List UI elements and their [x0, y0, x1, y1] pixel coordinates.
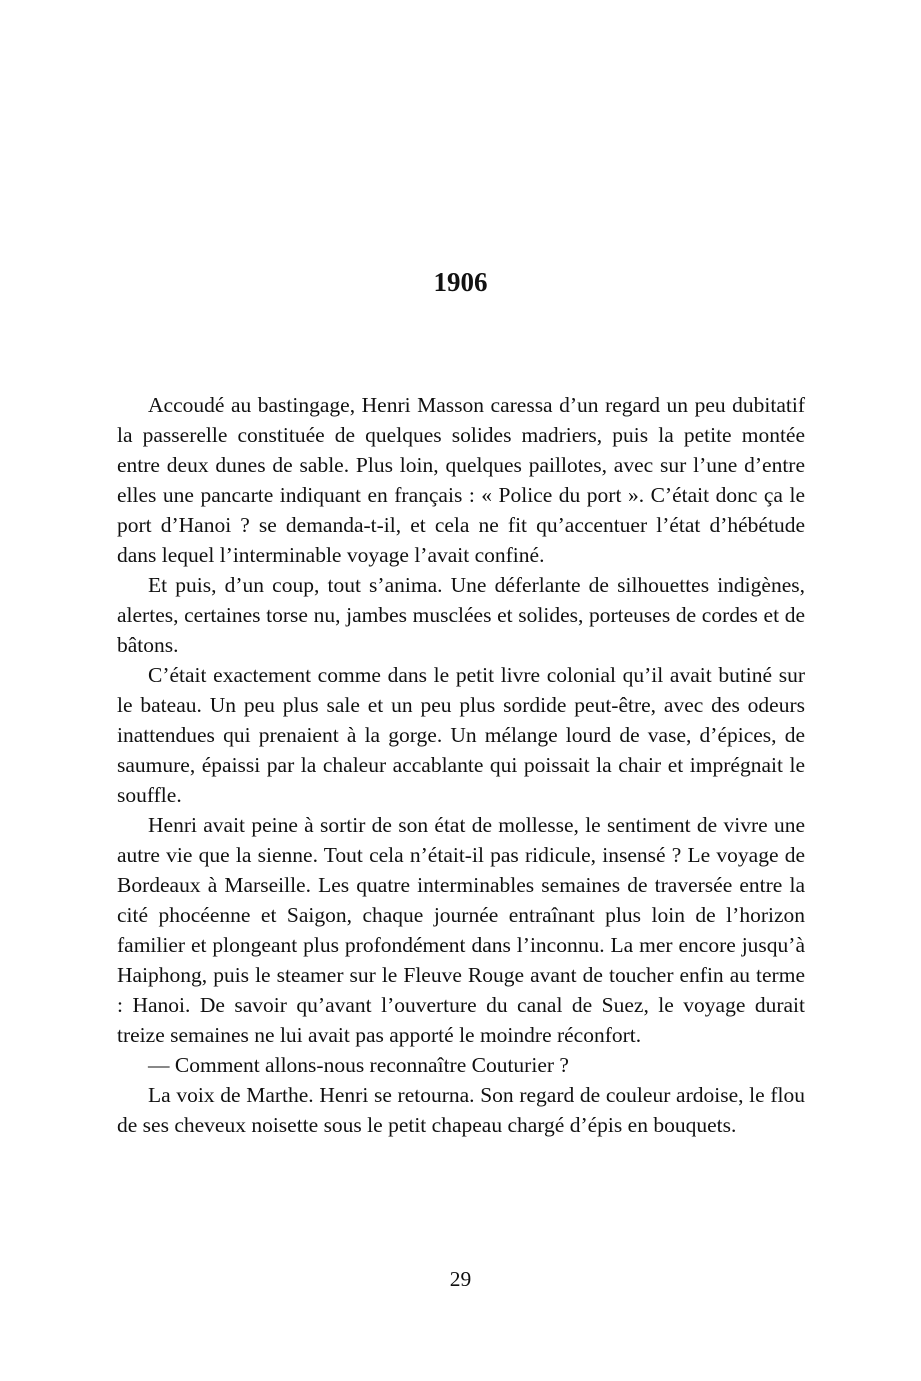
body-text	[117, 390, 805, 1140]
paragraph: Henri avait peine à sortir de son état de mollesse, le sentiment de vivre une autre vie que la sienne. Tout cela n’était-il pas ridicule, insensé ? Le voyage de Bordeaux à Marseille. Les quatre interminables semaines de traversée entre la cité phocéenne et Saigon, chaque journée entraînant plus loin de l’horizon familier et plongeant plus profondément dans l’inconnu. La mer encore jusqu’à Haiphong, puis le steamer sur le Fleuve Rouge avant de toucher enfin au terme : Hanoi. De savoir qu’avant l’ouverture du canal de Suez, le voyage durait treize semaines ne lui avait pas apporté le moindre réconfort.	[117, 813, 805, 1047]
page-number: 29	[449, 1267, 472, 1291]
chapter-title: 1906	[433, 267, 488, 297]
paragraph: Accoudé au bastingage, Henri Masson caressa d’un regard un peu dubitatif la passerelle constituée de quelques solides madriers, puis la petite montée entre deux dunes de sable. Plus loin, quelques paillotes, avec sur l’une d’entre elles une pancarte indiquant en français : « Police du port ». C’était donc ça le port d’Hanoi ? se demanda-t-il, et cela ne fit qu’accentuer l’état d’hébétude dans lequel l’interminable voyage l’avait confiné.	[117, 393, 805, 567]
paragraph: Et puis, d’un coup, tout s’anima. Une déferlante de silhouettes indigènes, alertes, certaines torse nu, jambes musclées et solides, porteuses de cordes et de bâtons.	[117, 573, 805, 657]
paragraph: La voix de Marthe. Henri se retourna. Son regard de couleur ardoise, le flou de ses cheveux noisette sous le petit chapeau chargé d’épis en bouquets.	[117, 1083, 805, 1137]
paragraph: C’était exactement comme dans le petit livre colonial qu’il avait butiné sur le bateau. Un peu plus sale et un peu plus sordide peut-être, avec des odeurs inattendues qui prenaient à la gorge. Un mélange lourd de vase, d’épices, de saumure, épaissi par la chaleur accablante qui poissait la chair et imprégnait le souffle.	[117, 663, 805, 807]
dialogue-line: — Comment allons-nous reconnaître Couturier ?	[148, 1053, 569, 1077]
